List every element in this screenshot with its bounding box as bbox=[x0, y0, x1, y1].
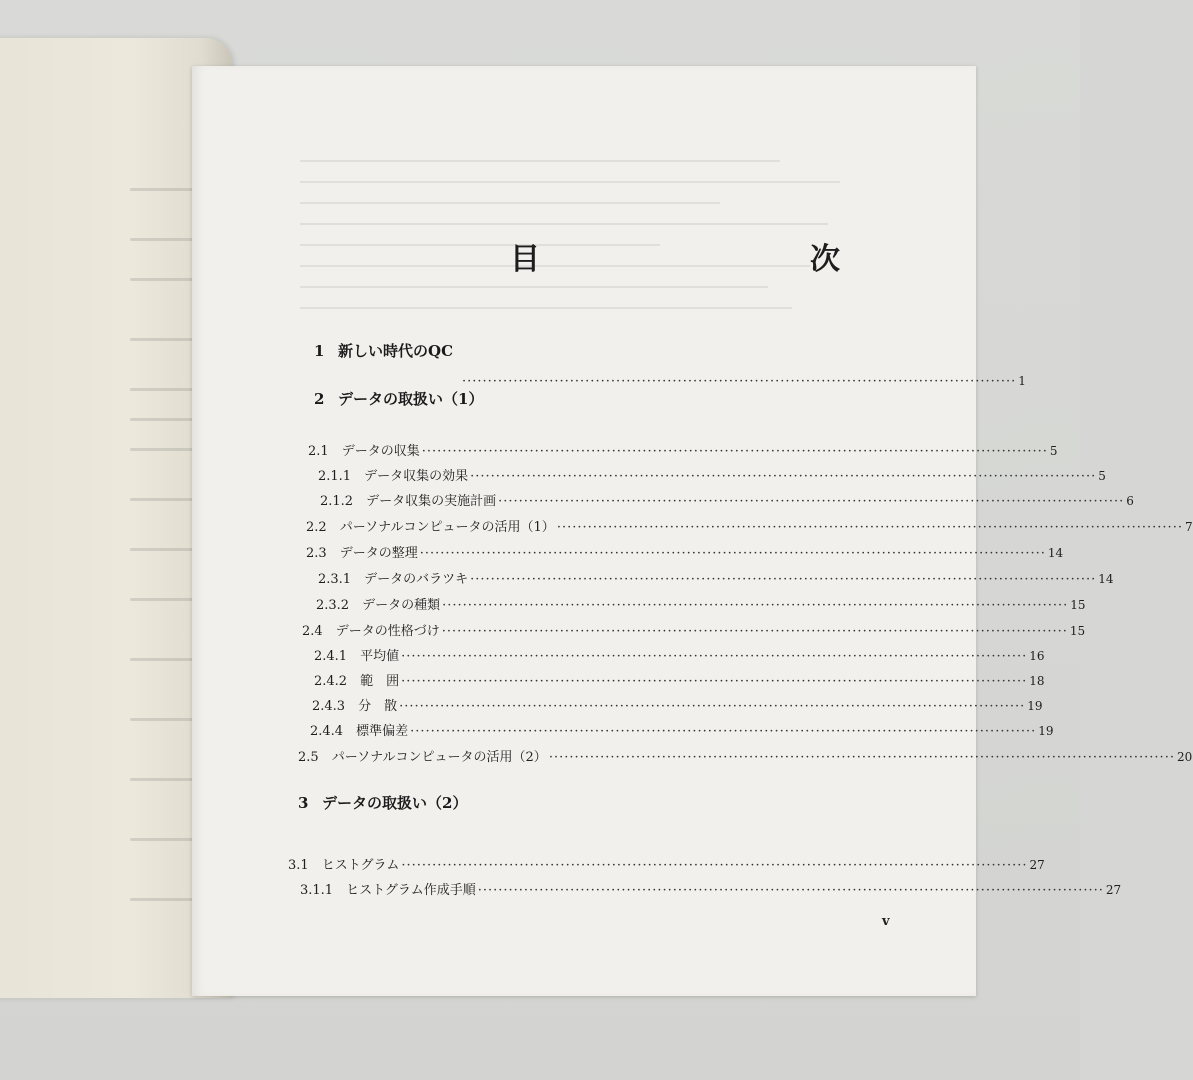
toc-entry bbox=[312, 695, 1043, 714]
chapter-3-heading bbox=[298, 792, 467, 813]
leader-dots: ·························································································································· bbox=[401, 674, 1028, 689]
entry-title: データ収集の効果 bbox=[364, 469, 469, 484]
chapter-number: 1 bbox=[314, 342, 325, 360]
toc-entry bbox=[300, 879, 1122, 898]
entry-title: データの収集 bbox=[341, 444, 420, 459]
leader-dots: ·························································································································· bbox=[548, 750, 1175, 765]
toc-entry bbox=[306, 542, 1064, 561]
entry-number: 2.1.1 bbox=[318, 469, 352, 484]
leader-dots: ·························································································································· bbox=[421, 444, 1048, 459]
chapter-title: データの取扱い（1） bbox=[338, 390, 484, 408]
page-number: 27 bbox=[1029, 858, 1045, 872]
leader-dots: ·························································································································· bbox=[401, 649, 1028, 664]
page-number: 6 bbox=[1126, 494, 1134, 508]
page-number: 14 bbox=[1047, 546, 1064, 560]
chapter-number: 3 bbox=[298, 794, 309, 812]
entry-title: データのバラツキ bbox=[364, 572, 469, 587]
leader-dots: ·························································································································· bbox=[399, 699, 1026, 714]
page-number: 5 bbox=[1049, 444, 1058, 458]
entry-number: 2.3 bbox=[306, 546, 327, 561]
entry-number: 2.4.3 bbox=[312, 699, 346, 714]
entry-title: 分 散 bbox=[358, 699, 398, 714]
page-number: 16 bbox=[1029, 649, 1045, 663]
chapter-title: データの取扱い（2） bbox=[322, 794, 468, 812]
toc-title: 目 次 bbox=[510, 242, 960, 277]
toc-entry bbox=[316, 594, 1086, 613]
entry-number: 3.1 bbox=[288, 858, 309, 873]
toc-entry bbox=[308, 440, 1058, 459]
leader-dots: ·························································································································· bbox=[442, 598, 1069, 613]
entry-title: パーソナルコンピュータの活用（2） bbox=[331, 750, 547, 765]
leader-dots: ·························································································································· bbox=[470, 469, 1097, 484]
leader-dots: ·························································································································· bbox=[401, 858, 1028, 873]
entry-number: 2.2 bbox=[306, 520, 327, 535]
chapter-number: 2 bbox=[314, 390, 325, 408]
entry-title: 標準偏差 bbox=[356, 724, 409, 739]
entry-number: 2.3.1 bbox=[318, 572, 352, 587]
chapter-2-heading bbox=[314, 388, 483, 409]
page-number: 19 bbox=[1038, 724, 1054, 738]
entry-title: データ収集の実施計画 bbox=[366, 494, 497, 509]
page-number: 1 bbox=[1018, 374, 1026, 388]
page-number: 19 bbox=[1027, 699, 1043, 713]
toc-entry bbox=[320, 490, 1134, 509]
entry-title: パーソナルコンピュータの活用（1） bbox=[339, 520, 555, 535]
leader-dots: ·························································································································· bbox=[410, 724, 1037, 739]
chapter-1-page-line bbox=[460, 374, 1026, 389]
toc-entry bbox=[288, 854, 1045, 873]
page-number: 7 bbox=[1184, 520, 1193, 534]
entry-number: 2.4.4 bbox=[310, 724, 344, 739]
entry-number: 2.3.2 bbox=[316, 598, 350, 613]
toc-entry bbox=[314, 645, 1045, 664]
chapter-title: 新しい時代のQC bbox=[338, 342, 454, 360]
page-number: 14 bbox=[1098, 572, 1114, 586]
leader-dots: ············································································································ bbox=[462, 374, 1017, 389]
entry-title: データの性格づけ bbox=[335, 624, 440, 639]
chapter-1-heading bbox=[314, 340, 453, 361]
entry-number: 2.1.2 bbox=[320, 494, 354, 509]
entry-number: 2.4.2 bbox=[314, 674, 348, 689]
entry-number: 2.5 bbox=[298, 750, 319, 765]
entry-title: 範 囲 bbox=[360, 674, 400, 689]
leader-dots: ·························································································································· bbox=[477, 883, 1104, 898]
page-number: 20 bbox=[1176, 750, 1193, 764]
entry-title: ヒストグラム bbox=[321, 858, 400, 873]
toc-entry bbox=[310, 720, 1054, 739]
toc-entry bbox=[314, 670, 1045, 689]
entry-title: データの種類 bbox=[362, 598, 441, 613]
page-number: 5 bbox=[1098, 469, 1106, 483]
entry-title: 平均値 bbox=[360, 649, 400, 664]
entry-number: 3.1.1 bbox=[300, 883, 334, 898]
entry-number: 2.1 bbox=[308, 444, 329, 459]
leader-dots: ·························································································································· bbox=[441, 624, 1068, 639]
page-number: 27 bbox=[1105, 883, 1122, 897]
toc-entry bbox=[298, 746, 1193, 765]
toc-entry bbox=[318, 465, 1106, 484]
roman-page-number: v bbox=[882, 914, 890, 929]
toc-entry bbox=[306, 516, 1193, 535]
toc-entry bbox=[318, 568, 1114, 587]
toc-entry bbox=[302, 620, 1086, 639]
entry-number: 2.4 bbox=[302, 624, 323, 639]
leader-dots: ·························································································································· bbox=[498, 494, 1125, 509]
entry-title: ヒストグラム作成手順 bbox=[346, 883, 476, 898]
entry-number: 2.4.1 bbox=[314, 649, 348, 664]
leader-dots: ·························································································································· bbox=[419, 546, 1046, 561]
page-number: 15 bbox=[1070, 598, 1086, 612]
leader-dots: ·························································································································· bbox=[470, 572, 1097, 587]
entry-title: データの整理 bbox=[339, 546, 418, 561]
leader-dots: ·························································································································· bbox=[556, 520, 1183, 535]
page-number: 18 bbox=[1029, 674, 1045, 688]
page-number: 15 bbox=[1069, 624, 1086, 638]
